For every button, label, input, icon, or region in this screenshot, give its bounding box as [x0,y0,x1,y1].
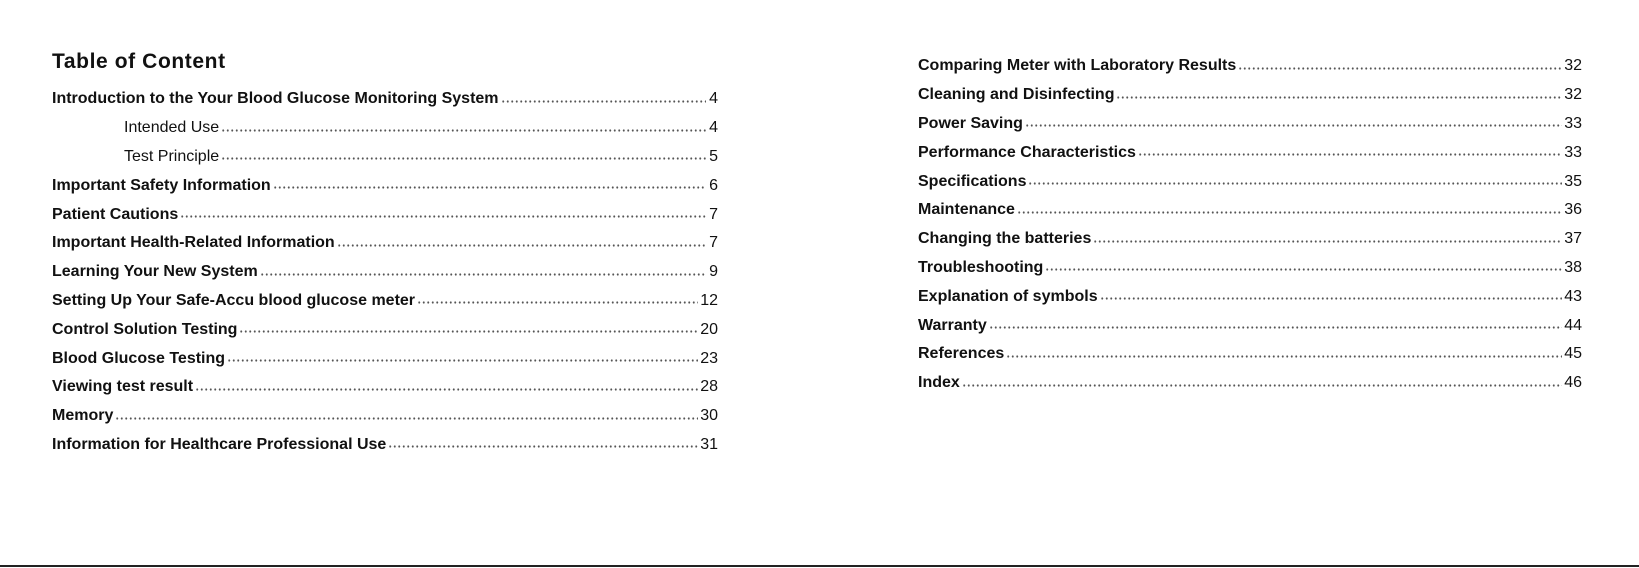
toc-list-left [52,85,718,459]
toc-entry[interactable] [52,431,718,460]
toc-entry-page-number: 33 [1564,114,1582,132]
toc-entry-label: Explanation of symbols [918,287,1098,305]
dot-leader [195,388,698,391]
dot-leader [989,326,1562,329]
toc-list-right [918,52,1582,398]
toc-entry-label: Blood Glucose Testing [52,349,226,367]
dot-leader [180,215,706,218]
toc-entry-page-number: 43 [1564,287,1582,305]
toc-entry-label: Specifications [918,172,1027,190]
toc-entry[interactable] [52,85,718,114]
toc-entry-page-number: 5 [709,147,718,165]
toc-entry[interactable] [52,402,718,431]
toc-entry[interactable] [52,200,718,229]
toc-entry-label: Test Principle [124,147,220,165]
dot-leader [1138,153,1562,156]
toc-entry-page-number: 7 [709,234,718,252]
toc-entry-label: Cleaning and Disinfecting [918,86,1115,104]
toc-entry-page-number: 46 [1564,374,1582,392]
toc-entry-page-number: 20 [700,320,718,338]
toc-entry-label: Maintenance [918,201,1015,219]
dot-leader [221,157,706,160]
toc-entry[interactable] [52,373,718,402]
dot-leader [1006,355,1562,358]
dot-leader [260,273,706,276]
toc-entry-label: Troubleshooting [918,258,1044,276]
dot-leader [501,100,706,103]
toc-entry[interactable] [918,196,1582,225]
toc-entry-label: Performance Characteristics [918,143,1136,161]
toc-entry-label: Important Safety Information [52,176,271,194]
toc-entry[interactable] [918,225,1582,254]
toc-entry[interactable] [918,167,1582,196]
toc-entry-label: Viewing test result [52,378,194,396]
toc-entry-label: Patient Cautions [52,205,179,223]
toc-entry[interactable] [918,254,1582,283]
toc-entry-page-number: 37 [1564,230,1582,248]
toc-entry-page-number: 45 [1564,345,1582,363]
toc-entry-label: Introduction to the Your Blood Glucose Monitoring System [52,90,499,108]
toc-entry[interactable] [52,229,718,258]
dot-leader [1093,240,1562,243]
toc-entry[interactable] [918,369,1582,398]
toc-entry-label: Comparing Meter with Laboratory Results [918,57,1237,75]
toc-entry-page-number: 30 [700,407,718,425]
dot-leader [239,330,698,333]
dot-leader [115,417,698,420]
toc-entry[interactable] [52,315,718,344]
toc-entry-label: Changing the batteries [918,230,1092,248]
toc-entry-page-number: 35 [1564,172,1582,190]
toc-entry-page-number: 31 [700,435,718,453]
toc-entry-page-number: 4 [709,90,718,108]
toc-entry-page-number: 32 [1564,57,1582,75]
toc-entry-label: Control Solution Testing [52,320,238,338]
toc-entry-page-number: 7 [709,205,718,223]
toc-entry-label: Power Saving [918,114,1023,132]
page-title: Table of Content [52,50,226,73]
toc-entry-page-number: 32 [1564,86,1582,104]
bottom-divider [0,565,1639,567]
dot-leader [1100,297,1563,300]
toc-entry[interactable] [918,52,1582,81]
dot-leader [1238,67,1562,70]
toc-entry[interactable] [52,287,718,316]
toc-entry-page-number: 6 [709,176,718,194]
toc-entry-page-number: 28 [700,378,718,396]
toc-entry[interactable] [918,282,1582,311]
toc-entry-label: Setting Up Your Safe-Accu blood glucose meter [52,291,416,309]
toc-entry-page-number: 36 [1564,201,1582,219]
toc-entry-label: References [918,345,1005,363]
dot-leader [227,359,698,362]
dot-leader [221,129,706,132]
toc-entry-page-number: 12 [700,291,718,309]
dot-leader [388,445,698,448]
toc-entry-page-number: 4 [709,119,718,137]
toc-entry-label: Memory [52,407,114,425]
dot-leader [337,244,706,247]
toc-entry-label: Important Health-Related Information [52,234,335,252]
toc-entry-page-number: 38 [1564,258,1582,276]
toc-entry-page-number: 44 [1564,316,1582,334]
toc-entry[interactable] [918,81,1582,110]
dot-leader [273,186,706,189]
toc-entry-label: Learning Your New System [52,263,258,281]
dot-leader [1017,211,1562,214]
toc-entry[interactable] [52,171,718,200]
toc-entry-page-number: 33 [1564,143,1582,161]
toc-entry[interactable] [918,110,1582,139]
toc-entry-page-number: 23 [700,349,718,367]
toc-entry[interactable] [52,344,718,373]
dot-leader [962,384,1562,387]
toc-entry[interactable] [52,114,718,143]
toc-entry-page-number: 9 [709,263,718,281]
toc-entry-label: Warranty [918,316,987,334]
toc-entry-label: Information for Healthcare Professional Use [52,435,387,453]
toc-entry[interactable] [918,311,1582,340]
toc-entry[interactable] [918,138,1582,167]
dot-leader [1116,96,1562,99]
toc-entry[interactable] [918,340,1582,369]
dot-leader [1045,268,1562,271]
toc-entry[interactable] [52,143,718,172]
dot-leader [417,301,698,304]
dot-leader [1025,124,1562,127]
toc-entry-label: Intended Use [124,119,220,137]
toc-entry-label: Index [918,374,960,392]
toc-entry[interactable] [52,258,718,287]
dot-leader [1028,182,1562,185]
